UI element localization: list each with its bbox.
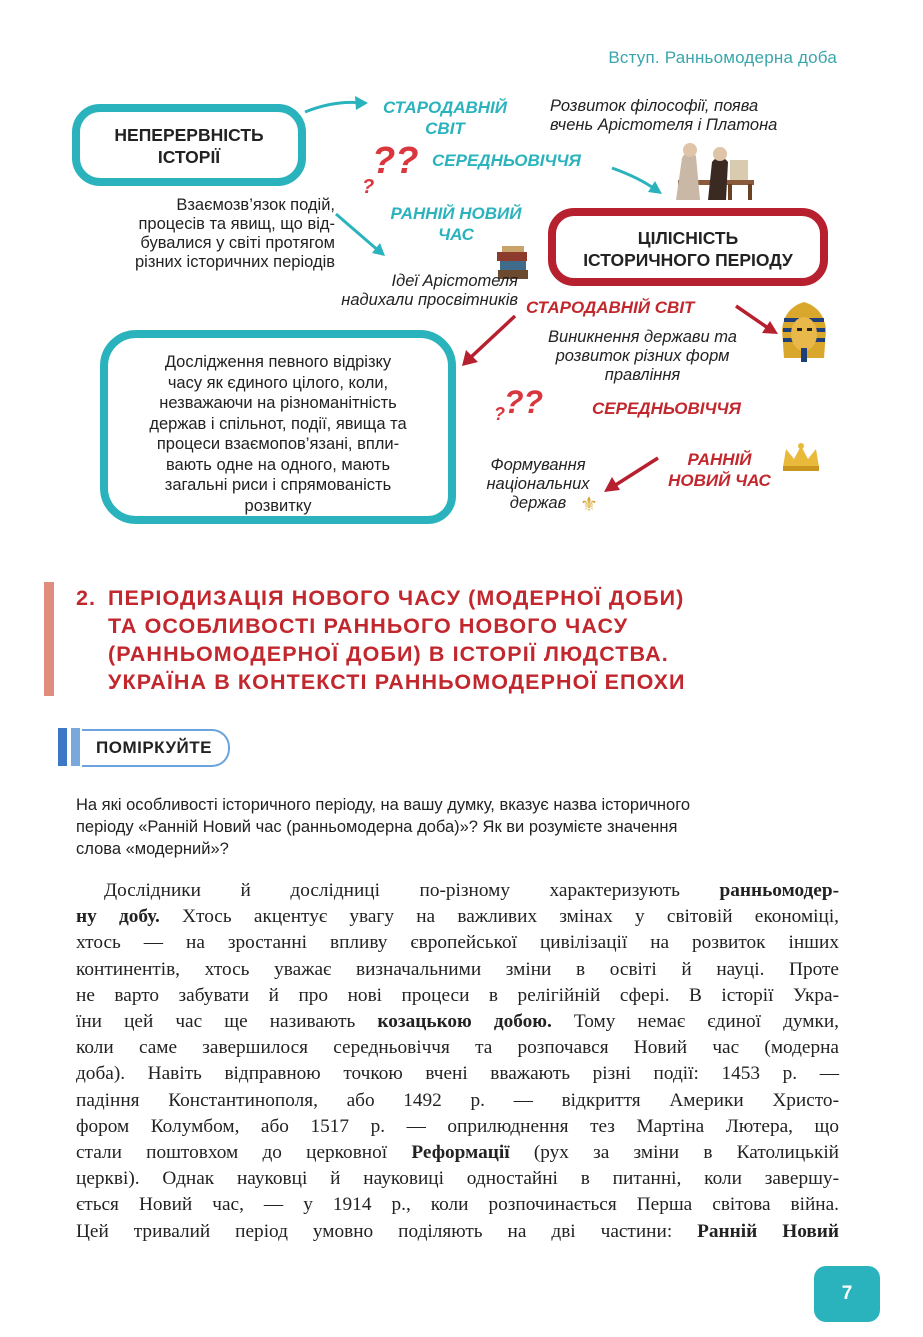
integrity-description-box: Дослідження певного відрізку часу як єдиного цілого, коли, незважаючи на різноманітність держав і спільнот, події, явища та процеси взаємопов’язані, впли- вають одне на одного, мають загальні риси і спрямованість розвитку [100, 330, 456, 524]
section-accent-bar [44, 582, 54, 696]
label-early-modern-teal: РАННІЙ НОВИЙ ЧАС [390, 204, 522, 244]
section-number: 2. [76, 586, 97, 610]
philosophers-icon [668, 138, 760, 200]
question-marks-icon: ?? [372, 140, 419, 182]
continuity-title-line1: НЕПЕРЕРВНІСТЬ [114, 125, 264, 145]
integrity-title-line2: ІСТОРИЧНОГО ПЕРІОДУ [583, 250, 793, 270]
continuity-description: Взаємозв’язок подій, процесів та явищ, що від- бувалися у світі протягом різних історичних періодів [134, 196, 335, 271]
label-middle-ages-teal: СЕРЕДНЬОВІЧЧЯ [432, 151, 581, 170]
state-emergence-note: Виникнення держави та розвиток різних форм правління [548, 328, 737, 384]
question-marks-icon-2: ?? [504, 384, 544, 420]
philosophy-note: Розвиток філософії, поява вчень Арістотеля і Платона [550, 97, 778, 134]
national-states-note: Формування національних держав [486, 456, 590, 512]
page-number: 7 [814, 1266, 880, 1322]
integrity-title-line1: ЦІЛІСНІСТЬ [637, 228, 739, 248]
aristotle-ideas-note: Ідеї Арістотеля надихали просвітників [341, 272, 518, 309]
continuity-box [72, 104, 306, 186]
fleur-de-lis-icon: ⚜ [580, 494, 598, 516]
pharaoh-mask-icon [778, 300, 830, 364]
continuity-title-line2: ІСТОРІЇ [157, 147, 221, 167]
label-ancient-world-teal: СТАРОДАВНІЙ СВІТ [382, 98, 508, 138]
integrity-box [548, 208, 828, 286]
label-early-modern-red: РАННІЙ НОВИЙ ЧАС [668, 450, 771, 490]
think-label: ПОМІРКУЙТЕ [82, 729, 230, 767]
label-ancient-world-red: СТАРОДАВНІЙ СВІТ [526, 298, 695, 317]
section-title: 2. ПЕРІОДИЗАЦІЯ НОВОГО ЧАСУ (МОДЕРНОЇ ДОБИ) ТА ОСОБЛИВОСТІ РАННЬОГО НОВОГО ЧАСУ (РАННЬОМОДЕРНОЇ ДОБИ) В ІСТОРІЇ ЛЮДСТВА. УКРАЇНА В КОНТЕКСТІ РАННЬОМОДЕРНОЇ ЕПОХИ [76, 586, 686, 694]
crown-icon [780, 443, 822, 473]
question-mark-small-icon-2: ? [494, 404, 505, 424]
running-header: Вступ. Ранньомодерна доба [608, 48, 837, 67]
body-paragraph: Дослідники й дослідниці по-різному характеризують ранньомодер- ну добу. Хтось акцентує увагу на важливих змінах у світовій економіці, хтось — на зростанні впливу європейської цивілізації на розвиток інших континентів, хтось уважає визначальними зміни в освіті й науці. Проте не варто забувати й про нові процеси в релігійній сфері. В історії Укра- їни цей час ще називають козацькою добою. Тому немає єдиної думки, коли саме завершилося середньовіччя та розпочався Новий час (модерна доба). Навіть відправною точкою вчені вважають різні події: 1453 р. — падіння Константинополя, або 1492 р. — відкриття Америки Христо- фором Колумбом, або 1517 р. — оприлюднення тез Мартіна Лютера, що стали поштовхом до церковної Реформації (рух за зміни в Католицькій церкві). Однак науковці й науковиці одностайні в питанні, коли завершу- ється Новий час, — у 1914 р., коли розпочинається Перша світова війна. Цей тривалий період умовно поділяють на дві частини: Ранній Новий [76, 880, 839, 1242]
think-question: На які особливості історичного періоду, на вашу думку, вказує назва історичного періоду «Ранній Новий час (ранньомодерна доба)»? Як ви розумієте значення слова «модерний»? [76, 796, 691, 858]
question-mark-small-icon: ? [362, 176, 375, 198]
label-middle-ages-red: СЕРЕДНЬОВІЧЧЯ [592, 399, 741, 418]
